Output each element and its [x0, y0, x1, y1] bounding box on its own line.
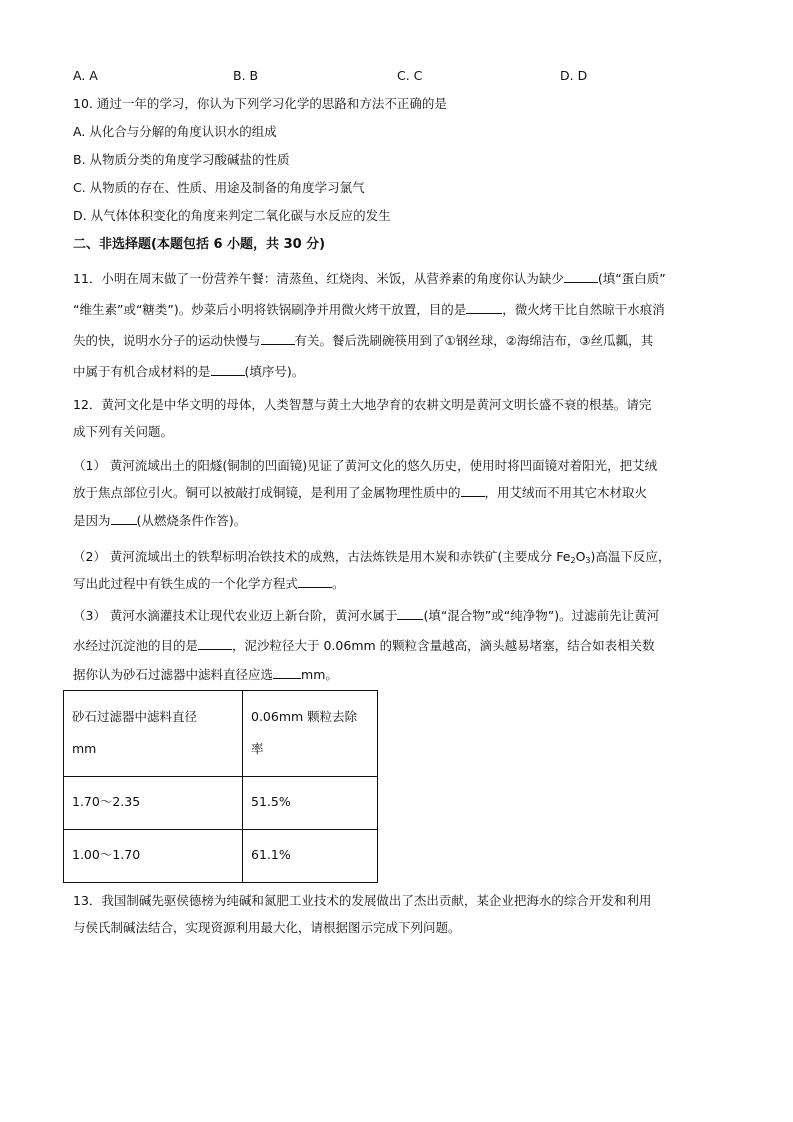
q12-part1-line-3: 是因为 (从燃烧条件作答)。: [73, 513, 247, 528]
table-header-diameter: 砂石过滤器中滤料直径 mm: [64, 691, 243, 777]
q12-part3-line-2: 水经过沉淀池的目的是 ，泥沙粒径大于 0.06mm 的颗粒含量越高，滴头越易堵塞，结合如表相关数: [73, 638, 655, 653]
q12-part3-line-3: 据你认为砂石过滤器中滤料直径应选 mm。: [73, 667, 338, 682]
filter-data-table: [63, 690, 378, 883]
q10-option-a: A. 从化合与分解的角度认识水的组成: [73, 124, 277, 139]
answer-blank: [298, 576, 332, 588]
q10-stem: 10. 通过一年的学习，你认为下列学习化学的思路和方法不正确的是: [73, 96, 447, 111]
answer-blank: [461, 485, 485, 497]
q12-intro-2: 成下列有关问题。: [73, 424, 174, 439]
answer-blank: [211, 364, 245, 376]
q11-line-4: 中属于有机合成材料的是 (填序号)。: [73, 364, 305, 379]
q11-line-2: “维生素”或“糖类”)。炒菜后小明将铁锅刷净并用微火烤干放置，目的是 ，微火烤干比自然晾干水痕消: [73, 302, 665, 317]
answer-blank: [273, 667, 301, 679]
q12-part1-line-2: 放于焦点部位引火。铜可以被敲打成铜镜，是利用了金属物理性质中的 ，用艾绒而不用其它木材取火: [73, 485, 648, 500]
answer-blank: [564, 271, 598, 283]
q13-line-1: 13．我国制碱先驱侯德榜为纯碱和氮肥工业技术的发展做出了杰出贡献，某企业把海水的综合开发和利用: [73, 893, 652, 908]
table-cell-diameter: 1.70～2.35: [64, 777, 243, 830]
table-cell-diameter: 1.00～1.70: [64, 830, 243, 883]
table-cell-removal: 51.5%: [243, 777, 378, 830]
q12-part2-line-1: （2） 黄河流域出土的铁犁标明冶铁技术的成熟，古法炼铁是用木炭和赤铁矿(主要成分 $Fe_2O_3$)高温下反应，: [73, 549, 671, 565]
answer-blank: [397, 608, 423, 620]
table-cell-removal: 61.1%: [243, 830, 378, 883]
table-row: [64, 777, 378, 830]
section-heading: 二、非选择题(本题包括 6 小题，共 30 分): [73, 237, 326, 252]
q11-line-1: 11．小明在周末做了一份营养午餐：清蒸鱼、红烧肉、米饭，从营养素的角度你认为缺少 (填“蛋白质”: [73, 271, 666, 286]
q10-option-c: C. 从物质的存在、性质、用途及制备的角度学习氯气: [73, 180, 365, 195]
q12-intro-1: 12．黄河文化是中华文明的母体，人类智慧与黄土大地孕育的农耕文明是黄河文明长盛不衰的根基。请完: [73, 397, 652, 412]
q10-option-b: B. 从物质分类的角度学习酸碱盐的性质: [73, 152, 290, 167]
q10-option-d: D. 从气体体积变化的角度来判定二氧化碳与水反应的发生: [73, 208, 391, 223]
table-header-row: [64, 691, 378, 777]
q9-options: [73, 68, 733, 84]
q12-part3-line-1: （3） 黄河水滴灌技术让现代农业迈上新台阶，黄河水属于 (填“混合物”或“纯净物”)。过滤前先让黄河: [73, 608, 660, 623]
q12-part1-line-1: （1） 黄河流域出土的阳燧(铜制的凹面镜)见证了黄河文化的悠久历史，使用时将凹面镜对着阳光，把艾绒: [73, 458, 658, 473]
q11-line-3: 失的快，说明水分子的运动快慢与 有关。餐后洗刷碗筷用到了①钢丝球，②海绵洁布，③丝瓜瓤，其: [73, 333, 654, 348]
q13-line-2: 与侯氏制碱法结合，实现资源利用最大化，请根据图示完成下列问题。: [73, 920, 461, 935]
table-header-removal-rate: 0.06mm 颗粒去除 率: [243, 691, 378, 777]
answer-blank: [466, 302, 502, 314]
answer-blank: [261, 333, 295, 345]
q9-option-a: A. A: [73, 68, 98, 83]
table-row: [64, 830, 378, 883]
q9-option-b: B. B: [233, 68, 259, 83]
answer-blank: [198, 638, 232, 650]
q9-option-d: D. D: [560, 68, 588, 83]
answer-blank: [111, 513, 137, 525]
q12-part2-line-2: 写出此过程中有铁生成的一个化学方程式 。: [73, 576, 345, 591]
q9-option-c: C. C: [397, 68, 423, 83]
